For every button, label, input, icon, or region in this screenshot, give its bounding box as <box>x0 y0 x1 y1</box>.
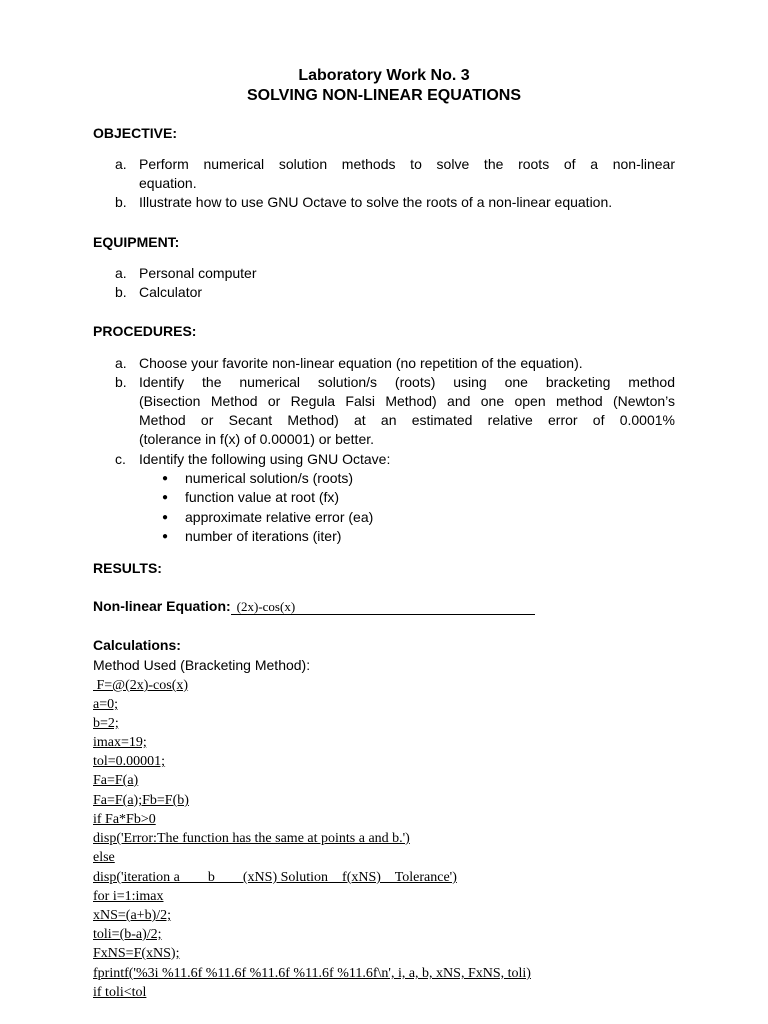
list-marker: b. <box>115 284 127 300</box>
code-line: Fa=F(a) <box>93 773 139 788</box>
bullet-item <box>162 527 341 546</box>
code-line: imax=19; <box>93 735 147 750</box>
equipment-heading: EQUIPMENT: <box>93 234 180 250</box>
objective-heading: OBJECTIVE: <box>93 125 178 141</box>
method-used: Method Used (Bracketing Method): <box>93 657 311 673</box>
code-line: FxNS=F(xNS); <box>93 946 180 961</box>
code-line: a=0; <box>93 697 118 712</box>
procedures-heading: PROCEDURES: <box>93 323 197 339</box>
results-heading: RESULTS: <box>93 560 162 576</box>
procedures-item-c-text: Identify the following using GNU Octave: <box>139 451 391 467</box>
bullet-text: approximate relative error (ea) <box>185 509 374 525</box>
bullet-text: function value at root (fx) <box>185 489 340 505</box>
objective-item-a <box>115 155 675 193</box>
equation-line <box>93 597 535 616</box>
list-marker: a. <box>115 355 127 371</box>
code-line: else <box>93 850 115 865</box>
equation-value: (2x)-cos(x) <box>231 599 535 615</box>
code-line: toli=(b-a)/2; <box>93 927 162 942</box>
objective-item-a-line1: Perform numerical solution methods to solve the roots of a non-linear <box>139 156 675 172</box>
bullet-item <box>162 469 353 488</box>
document-subtitle: SOLVING NON-LINEAR EQUATIONS <box>246 87 522 104</box>
list-marker: a. <box>115 156 127 172</box>
code-line: Fa=F(a);Fb=F(b) <box>93 793 189 808</box>
procedures-item-b-line4: (tolerance in f(x) of 0.00001) or better. <box>139 431 375 447</box>
list-marker: b. <box>115 194 127 210</box>
bullet-text: number of iterations (iter) <box>185 528 342 544</box>
code-line: disp('Error:The function has the same at points a and b.') <box>93 831 410 846</box>
equipment-item-a-text: Personal computer <box>139 265 257 281</box>
equation-label: Non-linear Equation: <box>93 598 231 614</box>
code-line: for i=1:imax <box>93 889 164 904</box>
equipment-item-b-text: Calculator <box>139 284 203 300</box>
code-line: F=@(2x)-cos(x) <box>93 678 189 693</box>
objective-item-b-text: Illustrate how to use GNU Octave to solve the roots of a non-linear equation. <box>139 194 613 210</box>
code-line: b=2; <box>93 716 119 731</box>
equipment-item-a <box>115 264 675 283</box>
bullet-icon: ● <box>162 473 169 484</box>
objective-item-a-line2: equation. <box>139 175 197 191</box>
procedures-item-a-text: Choose your favorite non-linear equation (no repetition of the equation). <box>139 355 583 371</box>
bullet-icon: ● <box>162 492 169 503</box>
list-marker: a. <box>115 265 127 281</box>
bullet-item <box>162 508 373 527</box>
equipment-item-b <box>115 283 675 302</box>
procedures-item-a <box>115 354 675 373</box>
list-marker: c. <box>115 451 126 467</box>
bullet-icon: ● <box>162 512 169 523</box>
code-line: xNS=(a+b)/2; <box>93 908 172 923</box>
procedures-item-b-line3: Method or Secant Method) at an estimated relative error of 0.0001% <box>139 412 675 428</box>
document-title: Laboratory Work No. 3 <box>298 67 470 84</box>
objective-item-b <box>115 193 675 212</box>
calculations-heading: Calculations: <box>93 637 181 653</box>
procedures-item-b-line2: (Bisection Method or Regula Falsi Method) and one open method (Newton’s <box>139 393 675 409</box>
procedures-item-b-line1: Identify the numerical solution/s (roots) using one bracketing method <box>139 374 675 390</box>
procedures-item-b <box>115 373 675 449</box>
code-line: disp('iteration a b (xNS) Solution f(xNS) Tolerance') <box>93 870 457 885</box>
bullet-text: numerical solution/s (roots) <box>185 470 354 486</box>
list-marker: b. <box>115 374 127 390</box>
code-line: if Fa*Fb>0 <box>93 812 156 827</box>
bullet-item <box>162 488 339 507</box>
code-line: if toli<tol <box>93 985 147 1000</box>
code-line: fprintf('%3i %11.6f %11.6f %11.6f %11.6f %11.6f\n', i, a, b, xNS, FxNS, toli) <box>93 966 531 981</box>
bullet-icon: ● <box>162 531 169 542</box>
procedures-item-c <box>115 450 675 469</box>
code-line: tol=0.00001; <box>93 754 166 769</box>
